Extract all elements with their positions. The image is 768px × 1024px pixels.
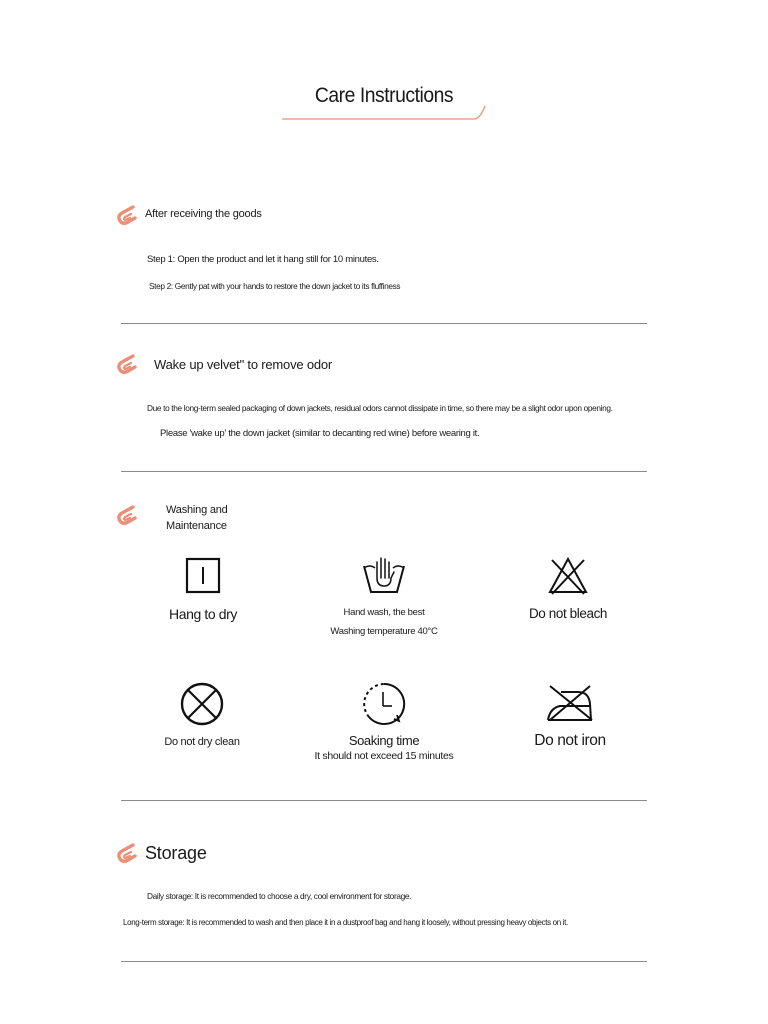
section-logo-icon (113, 502, 139, 530)
receive-step-1: Step 1: Open the product and let it hang still for 10 minutes. (147, 254, 379, 265)
care-sub-label: It should not exceed 15 minutes (314, 750, 454, 762)
section-heading-storage: Storage (145, 843, 207, 863)
divider (121, 961, 647, 962)
divider (121, 323, 647, 324)
section-logo-icon (113, 202, 139, 230)
care-item-no-bleach (478, 554, 658, 621)
care-label: Soaking time (348, 733, 420, 748)
section-heading-washing: Washing and Maintenance (166, 504, 228, 532)
hand-wash-icon (361, 554, 407, 596)
title-underline (282, 104, 488, 122)
section-heading-receive: After receiving the goods (145, 208, 262, 220)
care-label: Hand wash, the best (343, 607, 425, 618)
receive-step-2: Step 2: Gently pat with your hands to restore the down jacket to its fluffiness (149, 281, 401, 291)
no-dry-clean-icon (179, 681, 225, 727)
soaking-time-icon (361, 681, 407, 727)
section-heading-odor: Wake up velvet" to remove odor (154, 357, 333, 372)
no-bleach-icon (546, 554, 590, 598)
no-iron-icon (544, 682, 596, 724)
care-sub-label: Washing temperature 40°C (330, 626, 438, 637)
care-item-no-dry-clean (112, 681, 292, 752)
storage-line-1: Daily storage: It is recommended to choose a dry, cool environment for storage. (147, 891, 412, 901)
odor-line-1: Due to the long-term sealed packaging of down jackets, residual odors cannot dissipate in time, so there may be a slight odor upon opening. (147, 403, 613, 413)
divider (121, 800, 647, 801)
divider (121, 471, 647, 472)
care-label: Do not dry clean (164, 736, 240, 748)
care-label: Do not bleach (528, 606, 608, 621)
section-logo-icon (113, 840, 139, 868)
care-item-no-iron (480, 682, 660, 750)
page-title: Care Instructions (314, 84, 454, 107)
section-logo-icon (113, 351, 139, 379)
care-item-hang-dry (113, 556, 293, 622)
odor-line-2: Please 'wake up' the down jacket (similar to decanting red wine) before wearing it. (160, 428, 480, 439)
hang-dry-icon (183, 556, 223, 596)
storage-line-2: Long-term storage: It is recommended to wash and then place it in a dustproof bag and hang it loosely, without pressing heavy objects on it. (123, 918, 568, 927)
care-item-hand-wash (294, 554, 474, 641)
care-item-soaking-time (294, 681, 474, 764)
care-label: Hang to dry (169, 606, 237, 622)
care-label: Do not iron (534, 732, 606, 749)
